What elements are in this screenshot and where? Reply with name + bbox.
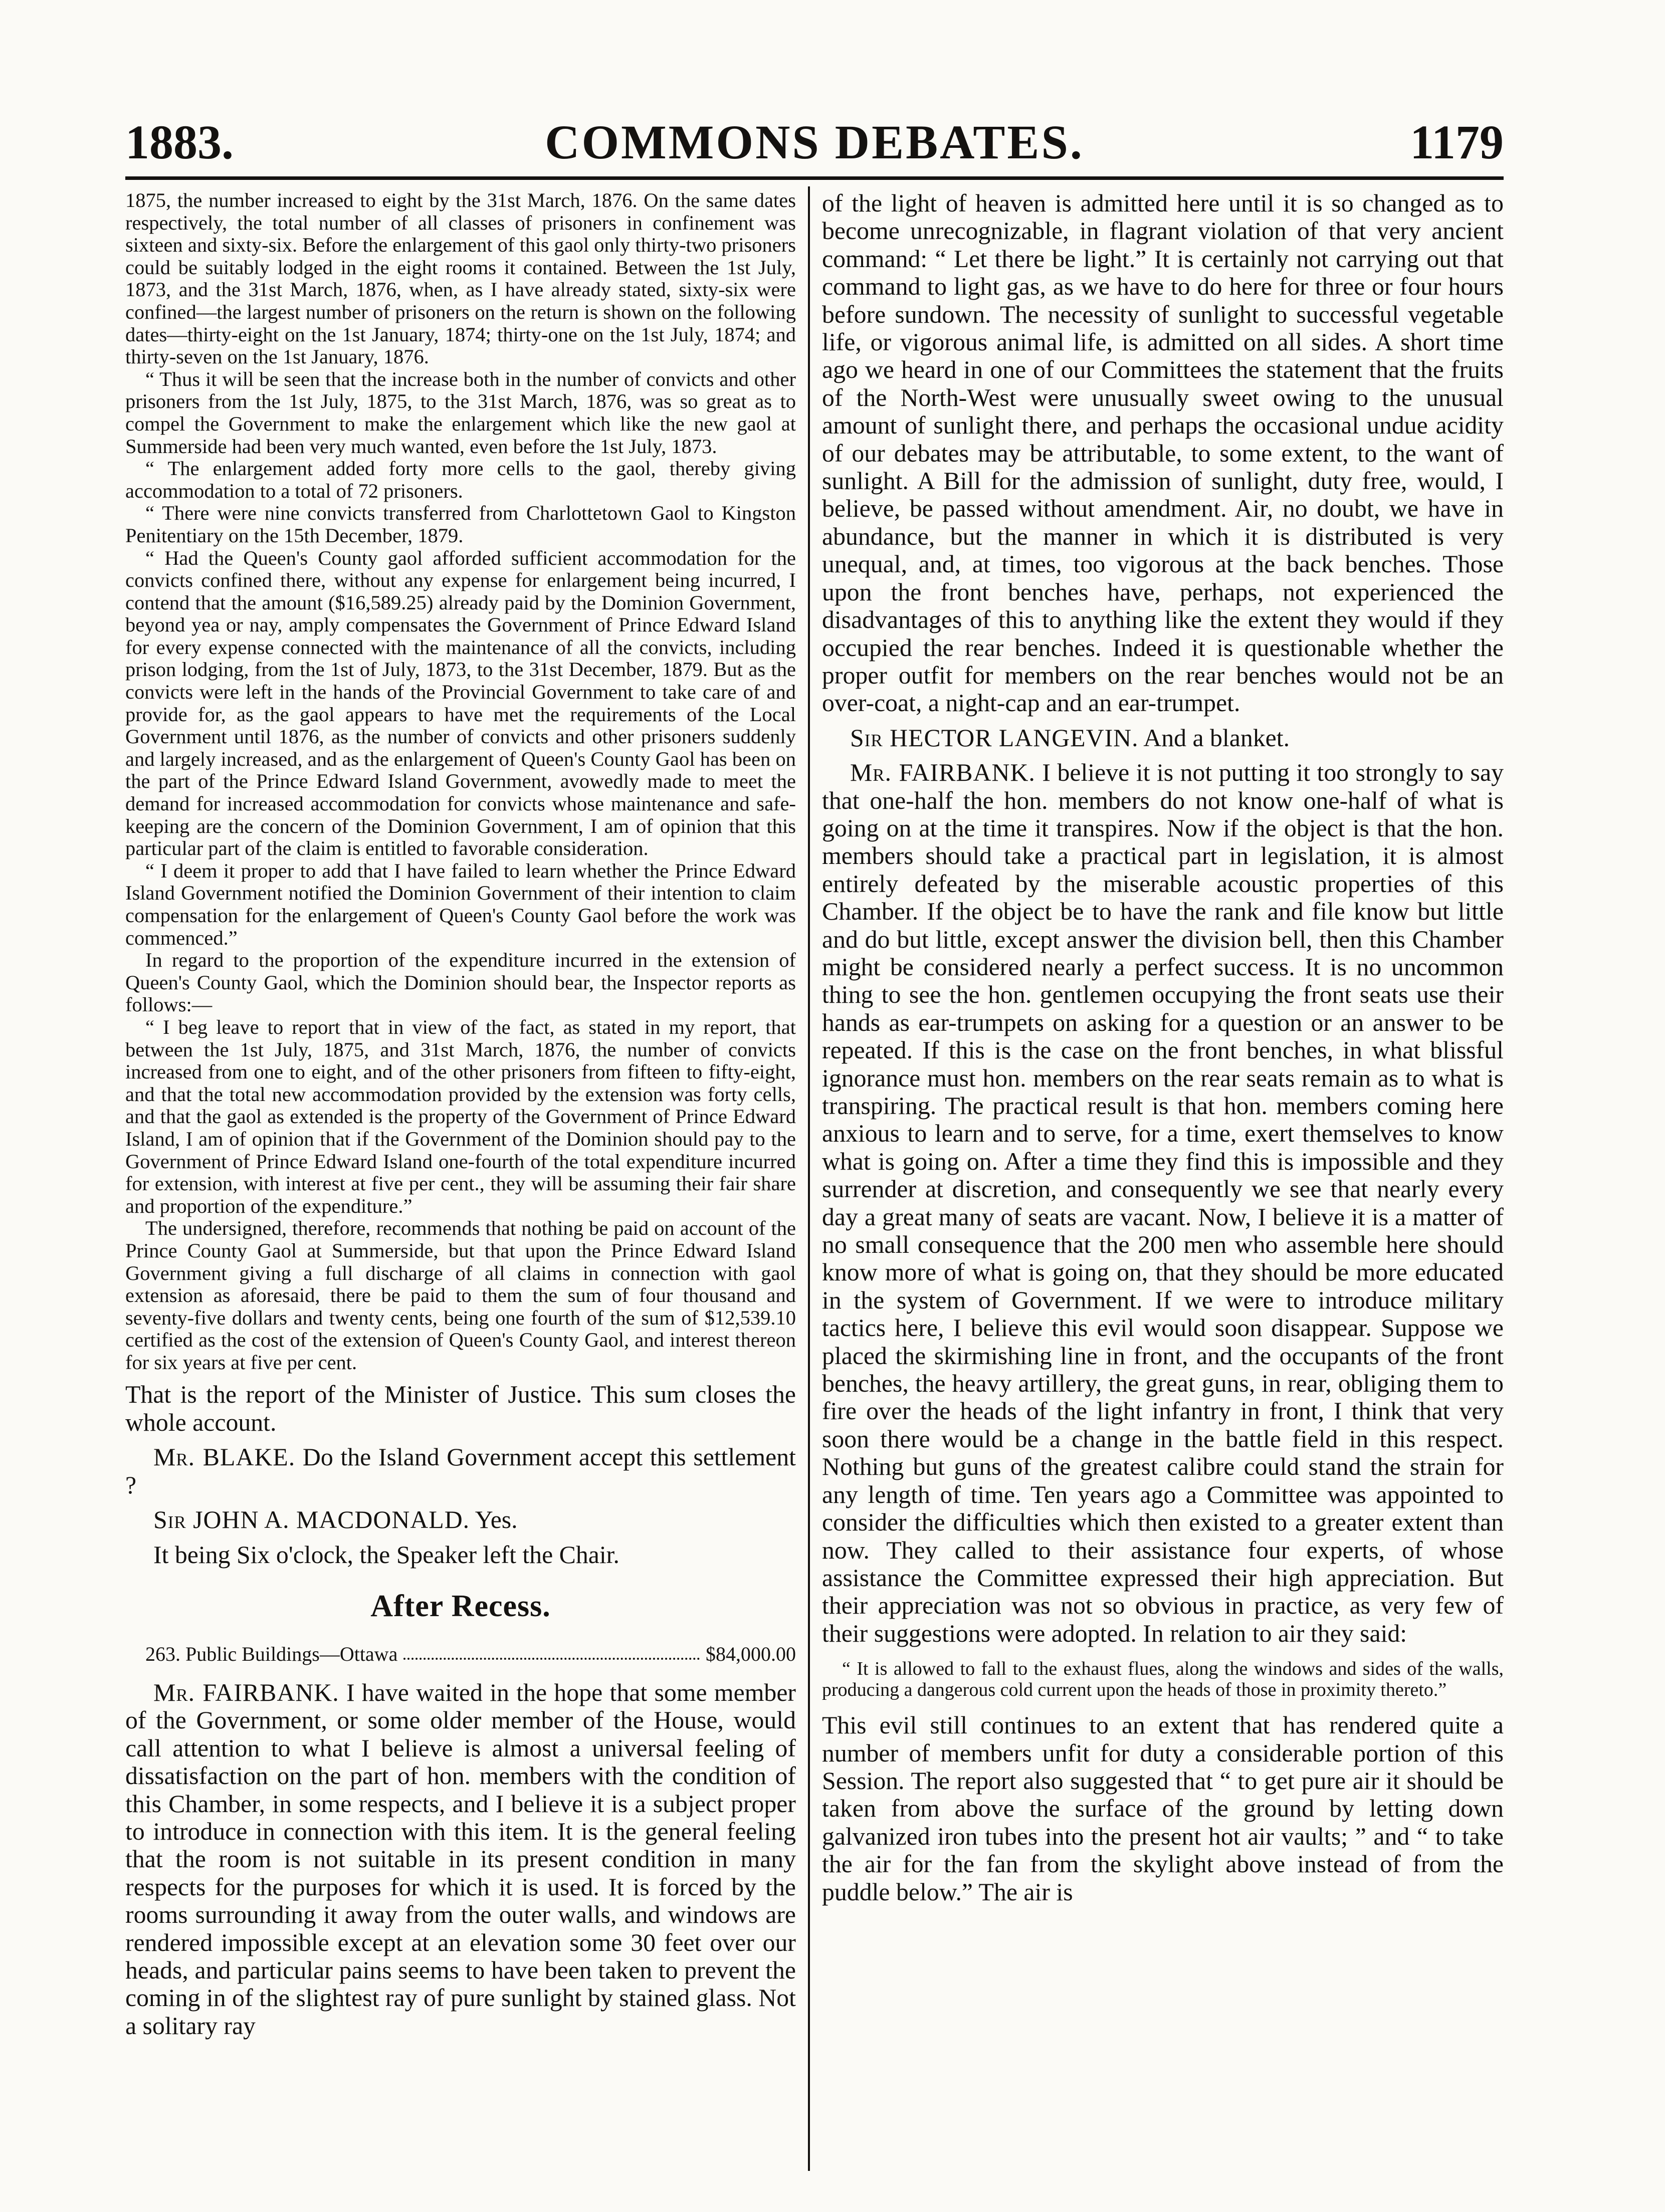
- debate-text-left: [125, 1381, 796, 1568]
- report-paragraph: The undersigned, therefore, recommends that nothing be paid on account of the Prince County Gaol at Summerside, but that upon the Prince Edward Island Government giving a full discharge of all claims in connection with gaol extension as aforesaid, there be paid to them the sum of four thousand and seventy-five dollars and twenty cents, being one fourth of the sum of $12,539.10 certified as the cost of the extension of Queen's County Gaol, and interest thereon for six years at five per cent.: [125, 1217, 796, 1374]
- speech-macdonald: [125, 1506, 796, 1533]
- experts-quote: [822, 1658, 1504, 1700]
- right-column: [822, 189, 1504, 1906]
- section-heading: After Recess.: [370, 1589, 551, 1623]
- header-title: COMMONS DEBATES.: [545, 115, 1084, 169]
- budget-item-label: 263. Public Buildings—Ottawa: [145, 1642, 398, 1665]
- speaker-name: Sir JOHN A. MACDONALD.: [153, 1506, 470, 1534]
- speech-text: I believe it is not putting it too strongly to say that one-half the hon. members do not know one-half of what is going on at the time it transpires. Now if the object is that the hon. members should take a practical part in legislation, it is almost entirely defeated by the miserable acoustic properties of this Chamber. If the object be to have the rank and file know but little and do but little, except answer the division bell, then this Chamber might be considered nearly a perfect success. It is no uncommon thing to see the hon. gentlemen occupying the front seats use their hands as ear-trumpets on asking for a question or an answer to be repeated. If this is the case on the front benches, in what blissful ignorance must hon. members on the rear seats remain as to what is transpiring. The practical result is that hon. members coming here anxious to learn and to serve, for a time, exert themselves to know what is going on. After a time they find this is impossible and they surrender at discretion, and consequently we see that nearly every day a great many of seats are vacant. Now, I believe it is a matter of no small consequence that the 200 men who assemble here should know more of what is going on, that they should be more educated in the system of Government. If we were to introduce military tactics here, I believe this evil would soon disappear. Suppose we placed the skirmishing line in front, and the occupants of the front benches, the heavy artillery, the great guns, in rear, obliging them to fire over the heads of the light infantry in front, I think that very soon there would be a change in the battle field in this respect. Nothing but guns of the greatest calibre could stand the strain for any length of time. Ten years ago a Committee was appointed to consider the difficulties which then existed to a greater extent than now. They called to their assistance four experts, of whose assistance the Committee expressed their high appreciation. But their appreciation was not so obvious in practice, as very few of their suggestions were adopted. In relation to air they said:: [822, 759, 1504, 1647]
- closing-remark: That is the report of the Minister of Justice. This sum closes the whole account.: [125, 1381, 796, 1436]
- debate-text-right-end: [822, 1711, 1504, 1906]
- speech-continuation: This evil still continues to an extent that has rendered quite a number of members unfit for duty a considerable portion of this Session. The report also suggested that “ to get pure air it should be taken from above the surface of the ground by letting down galvanized iron tubes into the present hot air vaults; ” and “ to take the air for the fan from the skylight above instead of from the puddle below.” The air is: [822, 1711, 1504, 1906]
- column-divider: [808, 186, 810, 2171]
- speech-fairbank: [822, 759, 1504, 1647]
- fairbank-speech-left: [125, 1679, 796, 2040]
- speaker-name: Sir HECTOR LANGEVIN.: [850, 724, 1139, 752]
- report-paragraph: “ Thus it will be seen that the increase both in the number of convicts and other prisoners from the 1st July, 1875, to the 31st March, 1876, was so great as to compel the Government to make the enlargement which like the new gaol at Summerside had been very much wanted, even before the 1st July, 1873.: [125, 367, 796, 458]
- quote-text: “ It is allowed to fall to the exhaust flues, along the windows and sides of the walls, producing a dangerous cold current upon the heads of those in proximity thereto.”: [822, 1658, 1504, 1701]
- speech-fairbank: [125, 1679, 796, 2040]
- page-header: [125, 114, 1504, 174]
- speaker-name: Mr. FAIRBANK.: [153, 1678, 339, 1706]
- report-paragraph: “ Had the Queen's County gaol afforded sufficient accommodation for the convicts confined there, without any expense for enlargement being incurred, I contend that the amount ($16,589.25) already paid by the Dominion Government, beyond yea or nay, amply compensates the Government of Prince Edward Island for every expense connected with the maintenance of all the convicts, including prison lodging, from the 1st of July, 1873, to the 31st December, 1879. But as the convicts were left in the hands of the Provincial Government to take care of and provide for, as the gaol appears to have met the requirements of the Local Government until 1876, as the number of convicts and other prisoners suddenly and largely increased, and as the enlargement of Queen's County Gaol has been on the part of the Prince Edward Island Government, avowedly made to meet the demand for increased accommodation for convicts whose maintenance and safe-keeping are the concern of the Dominion Government, I am of opinion that this particular part of the claim is entitled to favorable consideration.: [125, 546, 796, 860]
- speaker-name: Mr. BLAKE.: [153, 1443, 296, 1471]
- speech-text: Do the Island Government accept this settlement ?: [125, 1443, 796, 1499]
- report-paragraph: “ There were nine convicts transferred from Charlottetown Gaol to Kingston Penitentiary on the 15th December, 1879.: [125, 502, 796, 547]
- speech-text: Yes.: [475, 1506, 518, 1534]
- header-year: 1883.: [125, 115, 234, 169]
- report-paragraph: “ The enlargement added forty more cells to the gaol, thereby giving accommodation to a total of 72 prisoners.: [125, 457, 796, 502]
- report-paragraph: 1875, the number increased to eight by the 31st March, 1876. On the same dates respectively, the total number of all classes of prisoners in confinement was sixteen and sixty-six. Before the enlargement of this gaol only thirty-two prisoners could be suitably lodged in the eight rooms it contained. Between the 1st July, 1873, and the 31st March, 1876, when, as I have already stated, sixty-six were confined—the largest number of prisoners on the return is shown on the following dates—thirty-eight on the 1st January, 1874; thirty-one on the 1st July, 1874; and thirty-seven on the 1st January, 1876.: [125, 189, 796, 368]
- speech-text: And a blanket.: [1143, 724, 1290, 752]
- speech-text: I have waited in the hope that some member of the Government, or some older member of the House, would call attention to what I believe is almost a universal feeling of dissatisfaction on the part of hon. members with the condition of this Chamber, in some respects, and I believe it is a subject proper to introduce in connection with this item. It is the general feeling that the room is not suitable in its present condition in many respects for the purposes for which it is used. It is forced by the rooms surrounding it away from the outer walls, and windows are rendered impossible except at an elevation some 30 feet over our heads, and particular pains seems to have been taken to prevent the coming in of the slightest ray of pure sunlight by stained glass. Not a solitary ray: [125, 1678, 796, 2040]
- procedural-note: It being Six o'clock, the Speaker left the Chair.: [153, 1540, 619, 1569]
- speech-langevin: [822, 724, 1504, 752]
- left-column: [125, 189, 796, 2040]
- budget-item-amount: $84,000.00: [706, 1642, 796, 1665]
- speech-blake: [125, 1443, 796, 1499]
- report-excerpt: [125, 189, 796, 1374]
- budget-item: [125, 1642, 796, 1666]
- speech-continuation: of the light of heaven is admitted here until it is so changed as to become unrecognizable, in flagrant violation of that very ancient command: “ Let there be light.” It is certainly not carrying out that command to light gas, as we have to do here for three or four hours before sundown. The necessity of sunlight to successful vegetable life, or vigorous animal life, is admitted on all sides. A short time ago we heard in one of our Committees the statement that the fruits of the North-West were unusually sweet owing to the unusual amount of sunlight there, and perhaps the occasional undue acidity of our debates may be attributable, to some extent, to the want of sunlight. A Bill for the admission of sunlight, duty free, would, I believe, be passed without amendment. Air, no doubt, we have in abundance, but the manner in which it is distributed is very unequal, and, at times, too vigorous at the back benches. Those upon the front benches have, perhaps, not experienced the disadvantages of this to anything like the extent they would if they occupied the rear benches. Indeed it is questionable whether the proper outfit for members on the rear benches would not be an over-coat, a night-cap and an ear-trumpet.: [822, 189, 1504, 717]
- speaker-name: Mr. FAIRBANK.: [850, 759, 1035, 787]
- dot-leader: [403, 1642, 700, 1660]
- debate-text-right: [822, 189, 1504, 1647]
- report-paragraph: “ I beg leave to report that in view of the fact, as stated in my report, that between the 1st July, 1875, and 31st March, 1876, the number of convicts increased from one to eight, and of the other prisoners from fifteen to fifty-eight, and that the total new accommodation provided by the extension was forty cells, and that the gaol as extended is the property of the Government of Prince Edward Island, I am of opinion that if the Government of the Dominion should pay to the Government of Prince Edward Island one-fourth of the total expenditure incurred for extension, with interest at five per cent., they will be assuming their fair share and proportion of the expenditure.”: [125, 1015, 796, 1217]
- header-page-number: 1179: [1410, 115, 1504, 169]
- header-rule: [125, 176, 1504, 180]
- report-paragraph: In regard to the proportion of the expenditure incurred in the extension of Queen's County Gaol, which the Dominion should bear, the Inspector reports as follows:—: [125, 949, 796, 1016]
- report-paragraph: “ I deem it proper to add that I have failed to learn whether the Prince Edward Island Government notified the Dominion Government of their intention to claim compensation for the enlargement of Queen's County Gaol before the work was commenced.”: [125, 859, 796, 949]
